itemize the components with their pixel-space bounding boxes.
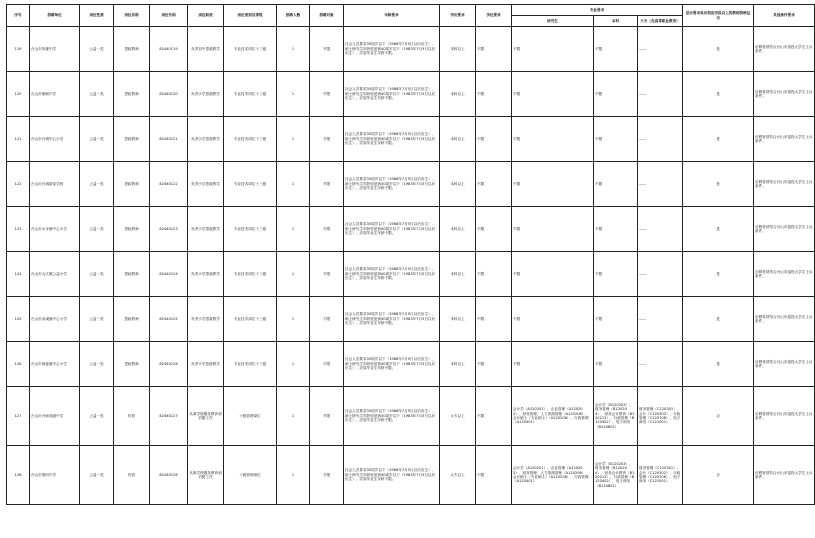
cell-education: 本科以上 bbox=[440, 297, 476, 342]
cell-post-code: 82440126 bbox=[150, 342, 188, 387]
header-major-group: 专业要求 bbox=[512, 5, 683, 16]
cell-major-ug: 不限 bbox=[594, 252, 638, 297]
cell-unit: 台山市都斛中学 bbox=[30, 72, 80, 117]
cell-teacher-cert: 是 bbox=[683, 207, 754, 252]
cell-seq: 128 bbox=[7, 446, 30, 505]
cell-teacher-cert: 是 bbox=[683, 297, 754, 342]
cell-major-ug: 不限 bbox=[594, 207, 638, 252]
cell-seq: 119 bbox=[7, 27, 30, 72]
cell-degree: 不限 bbox=[476, 162, 512, 207]
cell-count: 1 bbox=[277, 446, 310, 505]
cell-target: 不限 bbox=[310, 27, 344, 72]
header-target: 招聘对象 bbox=[310, 5, 344, 27]
cell-age: 社会人员要求35周岁以下（1988年7月5日以后出生），硕士研究生年龄放宽到40周岁以下（1983年7月5日以后出生），应届毕业生年龄不限。 bbox=[344, 27, 440, 72]
cell-teacher-cert: 否 bbox=[683, 387, 754, 446]
cell-major-college: —— bbox=[638, 27, 683, 72]
cell-duty: 从事学校服务教育和后勤工作 bbox=[188, 387, 224, 446]
cell-post-code: 82440125 bbox=[150, 297, 188, 342]
cell-post-code: 82440120 bbox=[150, 72, 188, 117]
header-post-code: 岗位代码 bbox=[150, 5, 188, 27]
cell-degree: 不限 bbox=[476, 72, 512, 117]
cell-major-grad: 不限 bbox=[512, 72, 594, 117]
cell-nature: 公益一类 bbox=[80, 446, 114, 505]
header-major-grad: 研究生 bbox=[512, 16, 594, 27]
cell-level: 专业技术岗位十三级 bbox=[224, 252, 277, 297]
cell-seq: 127 bbox=[7, 387, 30, 446]
cell-education: 本科以上 bbox=[440, 342, 476, 387]
cell-post-name: 思政教师 bbox=[114, 162, 150, 207]
cell-unit: 台山市赤溪镇中心小学 bbox=[30, 297, 80, 342]
cell-degree: 不限 bbox=[476, 342, 512, 387]
header-education: 学历要求 bbox=[440, 5, 476, 27]
cell-age: 社会人员要求35周岁以下（1988年7月5日以后出生），硕士研究生年龄放宽到40周岁以下（1983年7月5日以后出生），应届毕业生年龄不限。 bbox=[344, 162, 440, 207]
cell-count: 1 bbox=[277, 297, 310, 342]
cell-seq: 124 bbox=[7, 252, 30, 297]
header-post-name: 岗位名称 bbox=[114, 5, 150, 27]
cell-unit: 台山市海宴镇中心小学 bbox=[30, 342, 80, 387]
cell-teacher-cert: 是 bbox=[683, 162, 754, 207]
cell-duty: 负责初中思政教学 bbox=[188, 27, 224, 72]
cell-nature: 公益一类 bbox=[80, 207, 114, 252]
header-teacher-cert: 是否要求具有相应学段以上的教师资格证书 bbox=[683, 5, 754, 27]
cell-degree: 不限 bbox=[476, 207, 512, 252]
recruitment-table bbox=[6, 4, 815, 505]
cell-nature: 公益一类 bbox=[80, 162, 114, 207]
cell-unit: 台山市水步镇中心小学 bbox=[30, 207, 80, 252]
cell-post-name: 思政教师 bbox=[114, 252, 150, 297]
cell-major-ug: 会计学（B120203），财务管理（B120204），财务会计教育（B120213），行政管理（B120402），电子商务（B120801） bbox=[594, 446, 638, 505]
cell-major-college: 财务管理（C120301），会计（C120302），行政管理（C120706），电子商务（C121001） bbox=[638, 446, 683, 505]
cell-major-grad: 不限 bbox=[512, 162, 594, 207]
header-major-college: 大专（含高等职业教育） bbox=[638, 16, 683, 27]
cell-major-ug: 会计学（B120203），财务管理（B120204），财务会计教育（B120213），行政管理（B120402），电子商务（B120801） bbox=[594, 387, 638, 446]
cell-post-name: 思政教师 bbox=[114, 27, 150, 72]
cell-degree: 不限 bbox=[476, 252, 512, 297]
cell-degree: 不限 bbox=[476, 297, 512, 342]
header-other: 其他条件要求 bbox=[754, 5, 815, 27]
cell-education: 本科以上 bbox=[440, 162, 476, 207]
cell-count: 1 bbox=[277, 117, 310, 162]
recruitment-table-sheet bbox=[6, 4, 813, 534]
cell-post-code: 82440119 bbox=[150, 27, 188, 72]
cell-target: 不限 bbox=[310, 446, 344, 505]
cell-age: 社会人员要求35周岁以下（1988年7月5日以后出生），硕士研究生年龄放宽到40周岁以下（1983年7月5日以后出生），应届毕业生年龄不限。 bbox=[344, 117, 440, 162]
cell-post-code: 82440122 bbox=[150, 162, 188, 207]
cell-post-code: 82440123 bbox=[150, 207, 188, 252]
cell-count: 1 bbox=[277, 342, 310, 387]
cell-major-grad: 会计学（A120201），企业管理（A120202），财务管理，人力资源管理（A120206），会计硕士（专业硕士）（A120206），行政管理（A120401） bbox=[512, 387, 594, 446]
cell-unit: 台山市台师高级中学 bbox=[30, 387, 80, 446]
table-row bbox=[7, 162, 815, 207]
cell-other: 应聘者须符合台山市退役大学生士兵条件。 bbox=[754, 162, 815, 207]
table-row bbox=[7, 207, 815, 252]
cell-age: 社会人员要求35周岁以下（1988年7月5日以后出生），硕士研究生年龄放宽到40周岁以下（1983年7月5日以后出生），应届毕业生年龄不限。 bbox=[344, 72, 440, 117]
cell-nature: 公益一类 bbox=[80, 117, 114, 162]
cell-level: 专业技术岗位十三级 bbox=[224, 342, 277, 387]
cell-post-name: 思政教师 bbox=[114, 117, 150, 162]
cell-other: 应聘者须符合台山市退役大学生士兵条件。 bbox=[754, 297, 815, 342]
cell-major-ug: 不限 bbox=[594, 27, 638, 72]
cell-major-college: —— bbox=[638, 297, 683, 342]
cell-other: 应聘者须符合台山市退役大学生士兵条件。 bbox=[754, 252, 815, 297]
cell-level: 专业技术岗位十三级 bbox=[224, 297, 277, 342]
cell-major-ug: 不限 bbox=[594, 162, 638, 207]
cell-education: 本科以上 bbox=[440, 117, 476, 162]
cell-duty: 负责小学思政教学 bbox=[188, 162, 224, 207]
header-degree: 学位要求 bbox=[476, 5, 512, 27]
header-age: 年龄要求 bbox=[344, 5, 440, 27]
cell-post-code: 82440121 bbox=[150, 117, 188, 162]
cell-other: 应聘者须符合台山市退役大学生士兵条件。 bbox=[754, 72, 815, 117]
cell-level: 专业技术岗位十三级 bbox=[224, 162, 277, 207]
cell-level: 专业技术岗位十三级 bbox=[224, 27, 277, 72]
cell-duty: 负责小学思政教学 bbox=[188, 342, 224, 387]
cell-major-grad: 不限 bbox=[512, 27, 594, 72]
cell-target: 不限 bbox=[310, 162, 344, 207]
cell-level: 专业技术岗位十三级 bbox=[224, 72, 277, 117]
cell-nature: 公益一类 bbox=[80, 252, 114, 297]
cell-duty: 负责小学思政教学 bbox=[188, 207, 224, 252]
cell-post-name: 思政教师 bbox=[114, 72, 150, 117]
cell-nature: 公益一类 bbox=[80, 72, 114, 117]
cell-major-college: —— bbox=[638, 162, 683, 207]
cell-other: 应聘者须符合台山市退役大学生士兵条件。 bbox=[754, 387, 815, 446]
cell-major-grad: 会计学（A120201），企业管理（A120202），财务管理，人力资源管理（A120206），会计硕士（专业硕士）（A120206），行政管理（A120401） bbox=[512, 446, 594, 505]
cell-other: 应聘者须符合台山市退役大学生士兵条件。 bbox=[754, 342, 815, 387]
cell-duty: 负责小学思政教学 bbox=[188, 252, 224, 297]
cell-target: 不限 bbox=[310, 252, 344, 297]
table-row bbox=[7, 387, 815, 446]
cell-count: 1 bbox=[277, 162, 310, 207]
cell-post-name: 思政教师 bbox=[114, 342, 150, 387]
cell-target: 不限 bbox=[310, 207, 344, 252]
cell-count: 1 bbox=[277, 27, 310, 72]
cell-target: 不限 bbox=[310, 387, 344, 446]
cell-post-code: 82440127 bbox=[150, 387, 188, 446]
cell-age: 社会人员要求35周岁以下（1988年7月5日以后出生），硕士研究生年龄放宽到40周岁以下（1983年7月5日以后出生），应届毕业生年龄不限。 bbox=[344, 252, 440, 297]
cell-education: 本科以上 bbox=[440, 27, 476, 72]
table-row bbox=[7, 342, 815, 387]
cell-major-grad: 不限 bbox=[512, 342, 594, 387]
cell-education: 大专以上 bbox=[440, 387, 476, 446]
cell-target: 不限 bbox=[310, 117, 344, 162]
cell-unit: 台山市第四中学 bbox=[30, 446, 80, 505]
cell-nature: 公益一类 bbox=[80, 387, 114, 446]
cell-other: 应聘者须符合台山市退役大学生士兵条件。 bbox=[754, 207, 815, 252]
cell-degree: 不限 bbox=[476, 387, 512, 446]
cell-degree: 不限 bbox=[476, 27, 512, 72]
cell-age: 社会人员要求35周岁以下（1988年7月5日以后出生），硕士研究生年龄放宽到40周岁以下（1983年7月5日以后出生），应届毕业生年龄不限。 bbox=[344, 297, 440, 342]
header-unit: 招聘单位 bbox=[30, 5, 80, 27]
cell-education: 本科以上 bbox=[440, 72, 476, 117]
cell-unit: 台山市台城新星学校 bbox=[30, 162, 80, 207]
cell-seq: 122 bbox=[7, 162, 30, 207]
cell-count: 1 bbox=[277, 207, 310, 252]
header-seq: 序号 bbox=[7, 5, 30, 27]
cell-count: 1 bbox=[277, 252, 310, 297]
cell-degree: 不限 bbox=[476, 117, 512, 162]
cell-nature: 公益一类 bbox=[80, 27, 114, 72]
cell-duty: 负责小学思政教学 bbox=[188, 72, 224, 117]
cell-seq: 123 bbox=[7, 207, 30, 252]
cell-target: 不限 bbox=[310, 342, 344, 387]
cell-other: 应聘者须符合台山市退役大学生士兵条件。 bbox=[754, 27, 815, 72]
cell-degree: 不限 bbox=[476, 446, 512, 505]
cell-teacher-cert: 是 bbox=[683, 252, 754, 297]
header-level: 岗位类别及等级 bbox=[224, 5, 277, 27]
cell-level: 专业技术岗位十三级 bbox=[224, 207, 277, 252]
cell-major-college: —— bbox=[638, 252, 683, 297]
cell-level: 专业技术岗位十三级 bbox=[224, 117, 277, 162]
cell-major-grad: 不限 bbox=[512, 252, 594, 297]
cell-major-ug: 不限 bbox=[594, 297, 638, 342]
cell-teacher-cert: 否 bbox=[683, 446, 754, 505]
cell-count: 1 bbox=[277, 387, 310, 446]
header-duty: 岗位职责 bbox=[188, 5, 224, 27]
cell-major-college: —— bbox=[638, 72, 683, 117]
cell-unit: 台山市冲蒌中学 bbox=[30, 27, 80, 72]
cell-major-college: 财务管理（C120301），会计（C120302），行政管理（C120706），电子商务（C121001） bbox=[638, 387, 683, 446]
cell-education: 本科以上 bbox=[440, 207, 476, 252]
cell-major-grad: 不限 bbox=[512, 117, 594, 162]
cell-post-name: 综管 bbox=[114, 446, 150, 505]
cell-teacher-cert: 是 bbox=[683, 117, 754, 162]
cell-other: 应聘者须符合台山市退役大学生士兵条件。 bbox=[754, 117, 815, 162]
cell-age: 社会人员要求35周岁以下（1988年7月5日以后出生），硕士研究生年龄放宽到40周岁以下（1983年7月5日以后出生），应届毕业生年龄不限。 bbox=[344, 387, 440, 446]
cell-count: 1 bbox=[277, 72, 310, 117]
table-row bbox=[7, 72, 815, 117]
cell-seq: 125 bbox=[7, 297, 30, 342]
cell-unit: 台山市台城中心小学 bbox=[30, 117, 80, 162]
table-row bbox=[7, 252, 815, 297]
cell-major-grad: 不限 bbox=[512, 207, 594, 252]
cell-level: 十级管理岗位 bbox=[224, 446, 277, 505]
cell-post-code: 82440128 bbox=[150, 446, 188, 505]
table-row bbox=[7, 446, 815, 505]
cell-duty: 负责小学思政教学 bbox=[188, 117, 224, 162]
cell-duty: 负责小学思政教学 bbox=[188, 297, 224, 342]
cell-target: 不限 bbox=[310, 72, 344, 117]
cell-major-college: —— bbox=[638, 117, 683, 162]
header-major-ug: 本科 bbox=[594, 16, 638, 27]
cell-major-college: —— bbox=[638, 207, 683, 252]
cell-teacher-cert: 是 bbox=[683, 342, 754, 387]
cell-target: 不限 bbox=[310, 297, 344, 342]
cell-post-name: 思政教师 bbox=[114, 297, 150, 342]
cell-age: 社会人员要求35周岁以下（1988年7月5日以后出生），硕士研究生年龄放宽到40周岁以下（1983年7月5日以后出生），应届毕业生年龄不限。 bbox=[344, 446, 440, 505]
cell-nature: 公益一类 bbox=[80, 297, 114, 342]
cell-age: 社会人员要求35周岁以下（1988年7月5日以后出生），硕士研究生年龄放宽到40周岁以下（1983年7月5日以后出生），应届毕业生年龄不限。 bbox=[344, 342, 440, 387]
cell-education: 大专以上 bbox=[440, 446, 476, 505]
cell-major-grad: 不限 bbox=[512, 297, 594, 342]
cell-major-ug: 不限 bbox=[594, 342, 638, 387]
cell-seq: 126 bbox=[7, 342, 30, 387]
cell-major-college: —— bbox=[638, 342, 683, 387]
table-row bbox=[7, 27, 815, 72]
table-row bbox=[7, 297, 815, 342]
cell-unit: 台山市大江镇公益小学 bbox=[30, 252, 80, 297]
cell-seq: 121 bbox=[7, 117, 30, 162]
cell-duty: 从事学校服务教育和后勤工作 bbox=[188, 446, 224, 505]
cell-major-ug: 不限 bbox=[594, 117, 638, 162]
cell-post-name: 综管 bbox=[114, 387, 150, 446]
table-row bbox=[7, 117, 815, 162]
cell-post-code: 82440124 bbox=[150, 252, 188, 297]
cell-teacher-cert: 是 bbox=[683, 27, 754, 72]
cell-other: 应聘者须符合台山市退役大学生士兵条件。 bbox=[754, 446, 815, 505]
cell-teacher-cert: 是 bbox=[683, 72, 754, 117]
cell-seq: 120 bbox=[7, 72, 30, 117]
cell-level: 十级管理岗位 bbox=[224, 387, 277, 446]
header-count: 招聘人数 bbox=[277, 5, 310, 27]
cell-age: 社会人员要求35周岁以下（1988年7月5日以后出生），硕士研究生年龄放宽到40周岁以下（1983年7月5日以后出生），应届毕业生年龄不限。 bbox=[344, 207, 440, 252]
cell-education: 本科以上 bbox=[440, 252, 476, 297]
cell-post-name: 思政教师 bbox=[114, 207, 150, 252]
cell-major-ug: 不限 bbox=[594, 72, 638, 117]
cell-nature: 公益一类 bbox=[80, 342, 114, 387]
header-nature: 岗位性质 bbox=[80, 5, 114, 27]
